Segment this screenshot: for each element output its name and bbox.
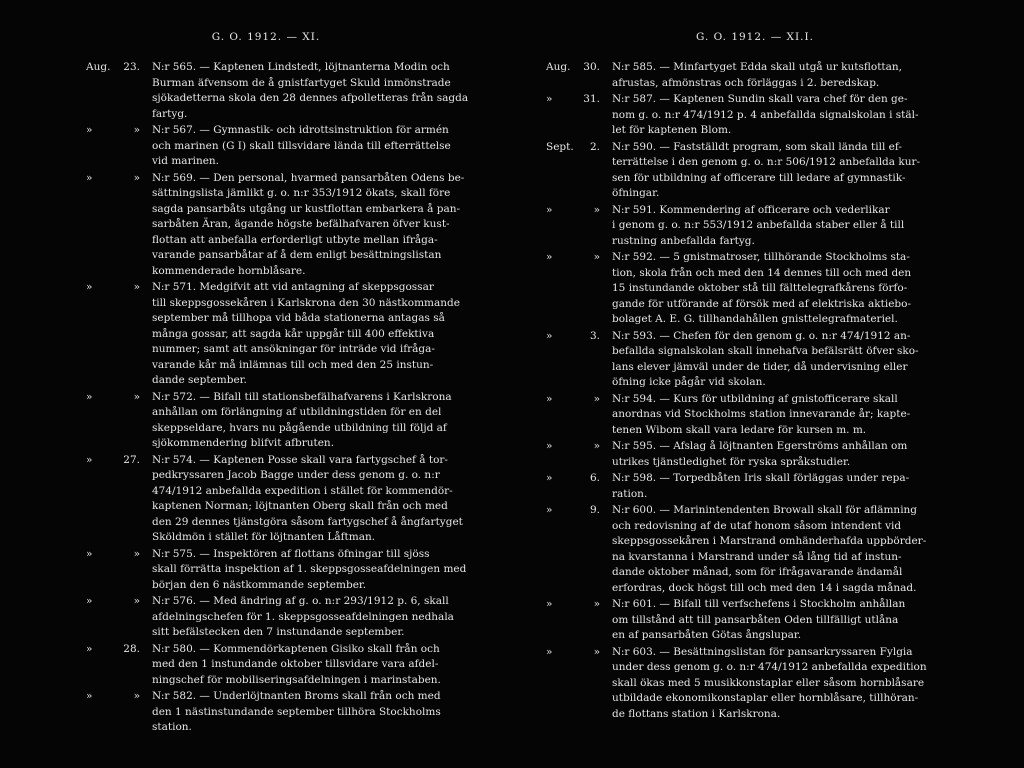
entry-list-left [86,60,506,737]
entry-day: 28. [123,642,140,655]
entry [546,329,964,391]
entry-day: » [133,547,140,560]
entry [86,60,506,122]
entry-month: Aug. [86,61,111,73]
entry-day: » [593,251,600,263]
entry-day: » [133,390,140,403]
entry-list-right [546,60,964,723]
entry-day: » [133,281,140,293]
entry [546,140,964,202]
entry-text: N:r 598. — Torpedbåten Iris skall förläggas under repa- ration. [612,472,910,500]
entry-month: » [546,251,553,263]
entry-day: » [593,598,600,610]
entry [86,547,506,594]
entry-text: N:r 567. — Gymnastik- och idrottsinstruktion för armén och marinen (G I) skall tillsvidare lända till efterrättelse vid marinen. [152,124,451,167]
entry-month: » [86,690,93,702]
entry-month: » [86,547,93,560]
entry-day: » [133,690,140,702]
entry-month: » [546,472,553,484]
entry-text: N:r 576. — Med ändring af g. o. n:r 293/1912 p. 6, skall afdelningschefen för 1. skeppsgosseafdelningen nedhala sitt befälstecken den 7 instundande september. [152,595,454,638]
entry-text: N:r 595. — Afslag å löjtnanten Egerströms anhållan om utrikes tjänstledighet för ryska språkstudier. [612,440,908,468]
entry [546,503,964,596]
entry-month: » [546,203,553,216]
entry [86,280,506,389]
entry-day: » [133,171,140,184]
entry-day: 31. [583,93,600,105]
entry-text: N:r 600. — Marinintendenten Browall skall för aflämning och redovisning af de utaf honom såsom intendent vid skeppsgossekåren i Marstrand omhänderhafda uppbörder- na kvarstanna i Marstrand under så lång tid af instun- dande oktober månad, som för ifrågavarande ändamål erfordras, dock högst till och med den 14 i sagda månad. [612,504,927,594]
entry [86,689,506,736]
entry-month: » [546,329,553,342]
entry-day: 6. [589,472,600,484]
entry-month: Sept. [546,140,574,153]
entry [546,203,964,250]
entry [546,439,964,470]
entry-text: N:r 575. — Inspektören af flottans öfningar till sjöss skall förrätta inspektion af 1. skeppsgosseafdelningen med början den 6 nästkommande september. [152,547,467,591]
entry-day: » [593,645,600,658]
entry-text: N:r 591. Kommendering af officerare och vederlikar i genom g. o. n:r 553/1912 anbefallda staber eller å till rustning anbefallda fartyg. [612,203,905,247]
entry-text: N:r 580. — Kommendörkaptenen Gisiko skall från och med den 1 instundande oktober tillsvidare vara afdel- ningschef för mobiliseringsafdelningen i marinstaben. [152,642,441,686]
entry [546,250,964,328]
entry [86,453,506,546]
entry [86,171,506,280]
entry-day: » [133,595,140,607]
entry [86,123,506,170]
entry-text: N:r 594. — Kurs för utbildning af gnistofficerare skall anordnas vid Stockholms station innevarande år; kapte- tenen Wibom skall vara ledare för kursen m. m. [612,392,911,436]
entry-day: 30. [583,61,600,73]
entry-month: » [546,440,553,452]
entry [86,594,506,641]
entry-text: N:r 571. Medgifvit att vid antagning af skeppsgossar till skeppsgossekåren i Karlskrona den 30 nästkommande september må tillhopa vid båda stationerna antagas så många gossar, att sagda kår uppgår till 400 effektiva nummer; samt att ansökningar för inträde vid ifråga- varande kår må inlämnas till och med den 25 instun- dande september. [152,281,460,386]
entry-month: » [546,645,553,658]
entry-text: N:r 590. — Fastställdt program, som skall lända till ef- terrättelse i den genom g. o. n:r 506/1912 anbefallda kur- sen för utbildning af officerare till ledare af gymnastik- öfningar. [612,140,921,199]
entry-day: 23. [123,61,140,73]
entry-text: N:r 593. — Chefen för den genom g. o. n:r 474/1912 an- befallda signalskolan skall innehafva befälsrätt öfver sko- lans elever jämväl under de tider, då undervisning eller öfning icke pågår vid skolan. [612,329,919,388]
entry-month: » [86,124,93,136]
entry-month: » [546,93,553,105]
entry-text: N:r 585. — Minfartyget Edda skall utgå ur kutsflottan, afrustas, afmönstras och förläggas i 2. beredskap. [612,61,902,89]
entry-day: 9. [589,504,600,516]
entry-text: N:r 565. — Kaptenen Lindstedt, löjtnanterna Modin och Burman äfvensom de å gnistfartyget Skuld inmönstrade sjökadetterna skola den 28 dennes afpolletteras från sagda fartyg. [152,61,469,120]
page-header-right: G. O. 1912. — XI.I. [695,31,815,43]
page-header-left: G. O. 1912. — XI. [211,31,321,43]
entry-text: N:r 601. — Bifall till verfschefens i Stockholm anhållan om tillstånd att till pansarbåten Oden tillfälligt utlåna en af pansarbåten Götas ångslupar. [612,598,906,641]
entry-month: » [86,642,93,655]
entry-day: » [593,392,600,405]
entry-text: N:r 572. — Bifall till stationsbefälhafvarens i Karlskrona anhållan om förlängning af utbildningstiden för en del skeppseldare, hvars nu pågående utbildning till följd af sjökommendering blifvit afbruten. [152,390,452,449]
entry-text: N:r 569. — Den personal, hvarmed pansarbåten Odens be- sättningslista jämlikt g. o. n:r 353/1912 ökats, skall före sagda pansarbåts utgång ur kustflottan embarkera å pan- sarbåten Äran, ägande högste befälhafvaren öfver kust- flottan att anbefalla erforderligt utbyte mellan ifråga- varande pansarbåtar af å dem enligt besättningslistan kommenderade hornblåsare. [152,171,465,277]
entry-month: » [86,595,93,607]
entry [86,390,506,452]
entry [546,60,964,91]
entry [546,392,964,439]
entry-month: » [86,453,93,466]
entry-month: » [86,171,93,184]
entry-text: N:r 574. — Kaptenen Posse skall vara fartygschef å tor- pedkryssaren Jacob Bagge under dess genom g. o. n:r 474/1912 anbefallda expedition i stället för kommendör- kaptenen Norman; löjtnanten Oberg skall från och med den 29 dennes tjänstgöra såsom fartygschef å ångfartyget Sköldmön i stället för löjtnanten Låftman. [152,453,463,543]
entry-month: » [546,504,553,516]
entry-day: » [593,203,600,216]
entry-day: 27. [123,453,140,466]
entry-month: » [86,281,93,293]
entry-month: » [546,392,553,405]
entry-day: » [133,124,140,136]
entry-text: N:r 603. — Besättningslistan för pansarkryssaren Fylgia under dess genom g. o. n:r 474/1912 anbefallda expedition skall ökas med 5 musikkonstaplar eller såsom hornblåsare utbildade ekonomikonstaplar eller hornblåsare, tillhöran- de flottans station i Karlskrona. [612,645,927,720]
entry [546,645,964,723]
entry-text: N:r 587. — Kaptenen Sundin skall vara chef för den ge- nom g. o. n:r 474/1912 p. 4 anbefallda signalskolan i stäl- let för kaptenen Blom. [612,93,919,136]
entry-month: » [546,598,553,610]
entry-day: 3. [589,329,600,342]
entry-day: 2. [589,140,600,153]
entry-month: Aug. [546,61,571,73]
entry-month: » [86,390,93,403]
entry-day: » [593,440,600,452]
entry [546,597,964,644]
entry [546,471,964,502]
entry [86,642,506,689]
entry-text: N:r 592. — 5 gnistmatroser, tillhörande Stockholms sta- tion, skola från och med den 14 dennes till och med den 15 instundande oktober stå till fälttelegrafkårens förfo- gande för utförande af försök med af elektriska aktiebo- bolaget A. E. G. tillhandahållen gnisttelegrafmateriel. [612,251,912,325]
entry [546,92,964,139]
entry-text: N:r 582. — Underlöjtnanten Broms skall från och med den 1 nästinstundande september tillhöra Stockholms station. [152,690,441,733]
